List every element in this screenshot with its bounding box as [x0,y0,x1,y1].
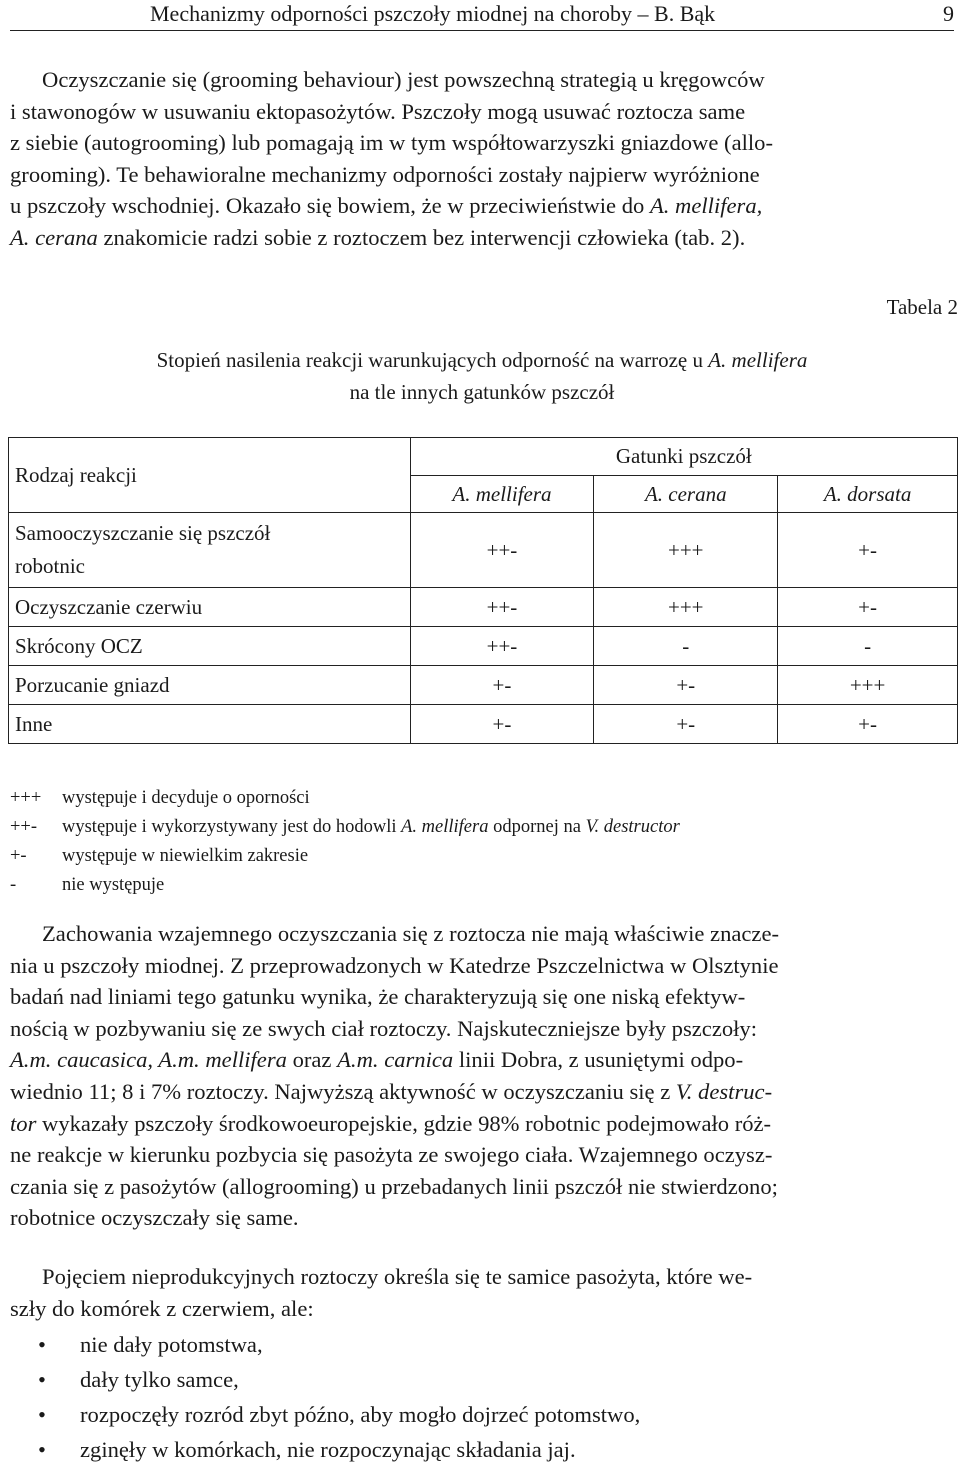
text-line: badań nad liniami tego gatunku wynika, że charakteryzują się one niską efektyw- [10,984,746,1010]
table-cell: +- [594,666,778,705]
table-cell: ++- [410,513,594,588]
species-name: A.m. caucasica, A.m. mellifera [10,1047,287,1073]
legend-text: występuje i decyduje o oporności [62,788,310,808]
table-cell: +- [778,513,958,588]
bullet-list [10,1327,640,1467]
header-title: Mechanizmy odporności pszczoły miodnej na choroby – B. Bąk [150,1,716,26]
text-line: nia u pszczoły miodnej. Z przeprowadzonych w Katedrze Pszczelnictwa w Olsztynie [10,952,779,978]
row-label-line: Samooczyszczanie się pszczół [15,521,271,545]
reaction-table [8,437,958,744]
text-line: ne reakcje w kierunku pozbycia się pasożyta ze swojego ciała. Wzajemnego oczysz- [10,1142,773,1168]
species-header [594,476,778,513]
list-item [10,1397,640,1432]
table-header-row [9,438,958,476]
species-name: V. destructor [585,817,680,837]
table-legend [10,784,680,900]
legend-text: występuje i wykorzystywany jest do hodowli [62,817,402,837]
table-cell: ++- [410,627,594,666]
text-line [10,1108,954,1140]
legend-item [10,784,680,813]
main-paragraph [10,918,954,1234]
species-name: A. mellifera, [649,193,763,219]
text-fragment: wykazały pszczoły środkowoeuropejskie, gdzie 98% robotnic podejmowało róż- [36,1110,772,1136]
text-fragment: u pszczoły wschodniej. Okazało się bowiem, że w przeciwieństwie do [10,193,650,219]
legend-text: nie występuje [62,875,165,895]
table-cell: +- [410,705,594,744]
list-item-text: nie dały potomstwa, [80,1332,263,1357]
intro-paragraph [10,64,954,254]
text-fragment: wiednio 11; 8 i 7% roztoczy. Najwyższą aktywność w oczyszczaniu się z [10,1078,676,1104]
text-line: Pojęciem nieprodukcyjnych roztoczy określa się te samice pasożyta, które we- [42,1264,753,1289]
list-item [10,1362,640,1397]
legend-symbol: +++ [10,788,42,808]
page-number: 9 [943,1,954,26]
col-group-header: Gatunki pszczół [410,438,957,476]
text-line: i stawonogów w usuwaniu ektopasożytów. Pszczoły mogą usuwać roztocza same [10,98,746,124]
table-cell: - [594,627,778,666]
text-line: nością w pozbywaniu się ze swych ciał roztoczy. Najskuteczniejsze były pszczoły: [10,1015,757,1041]
list-item-text: rozpoczęły rozród zbyt późno, aby mogło dojrzeć potomstwo, [80,1402,641,1427]
caption-text: Stopień nasilenia reakcji warunkujących odporność na warrozę u [156,348,709,372]
text-line: Zachowania wzajemnego oczyszczania się z roztocza nie mają właściwie znacze- [42,921,780,946]
text-line: z siebie (autogrooming) lub pomagają im w tym współtowarzyszki gniazdowe (allo- [10,130,773,156]
legend-item [10,813,680,842]
row-label [9,513,411,588]
species-name: V. destruc- [675,1078,773,1104]
second-paragraph [10,1261,954,1324]
list-item-text: zginęły w komórkach, nie rozpoczynając składania jaj. [80,1437,576,1462]
row-header-cell: Rodzaj reakcji [9,438,411,513]
legend-symbol: ++- [10,817,38,837]
table-cell: ++- [410,588,594,627]
legend-item [10,871,680,900]
text-line: robotnice oczyszczały się same. [10,1205,299,1231]
species-name: A.m. carnica [337,1047,454,1073]
caption-line-1 [10,344,954,376]
row-label-line: robotnic [15,554,85,578]
table-cell: +- [778,705,958,744]
species-name: A. mellifera [452,481,552,506]
text-line: Oczyszczanie się (grooming behaviour) jest powszechną strategią u kręgowców [42,67,765,92]
text-line [10,222,954,254]
text-fragment: oraz [286,1047,338,1073]
running-header [10,0,954,31]
table-cell: +++ [778,666,958,705]
species-name: A. cerana [644,481,727,506]
table-cell: +- [410,666,594,705]
text-line [10,190,954,222]
text-line [10,1076,954,1108]
text-fragment: linii Dobra, z usuniętymi odpo- [453,1047,744,1073]
list-item [10,1327,640,1362]
text-fragment: znakomicie radzi sobie z roztoczem bez interwencji człowieka (tab. 2). [97,224,746,250]
table-row [9,513,958,588]
text-line [10,1044,954,1076]
bullet-icon: • [38,1332,46,1357]
table-caption [10,344,954,408]
table-row [9,705,958,744]
row-label: Porzucanie gniazd [9,666,411,705]
table-cell: +- [594,705,778,744]
species-name: A. cerana [10,224,98,250]
table-row [9,666,958,705]
species-name: tor [10,1110,37,1136]
legend-symbol: - [10,875,17,895]
row-label: Oczyszczanie czerwiu [9,588,411,627]
text-line: szły do komórek z czerwiem, ale: [10,1295,314,1321]
table-cell: +- [778,588,958,627]
bullet-icon: • [38,1437,46,1462]
species-header [778,476,958,513]
species-name: A. mellifera [708,348,808,372]
legend-symbol: +- [10,846,27,866]
legend-item [10,842,680,871]
table-row [9,588,958,627]
table-label: Tabela 2 [886,295,958,319]
table-cell: +++ [594,513,778,588]
row-label: Inne [9,705,411,744]
caption-line-2: na tle innych gatunków pszczół [349,380,615,404]
species-header [410,476,594,513]
table-cell: - [778,627,958,666]
bullet-icon: • [38,1402,46,1427]
table-row [9,627,958,666]
text-line: grooming). Te behawioralne mechanizmy odporności zostały najpierw wyróżnione [10,161,760,187]
species-name: A. dorsata [823,481,912,506]
legend-text: występuje w niewielkim zakresie [62,846,309,866]
bullet-icon: • [38,1367,46,1392]
row-label: Skrócony OCZ [9,627,411,666]
list-item-text: dały tylko samce, [80,1367,239,1392]
species-name: A. mellifera [401,817,489,837]
text-line: czania się z pasożytów (allogrooming) u przebadanych linii pszczół nie stwierdzono; [10,1173,778,1199]
legend-text: odpornej na [488,817,586,837]
table-cell: +++ [594,588,778,627]
